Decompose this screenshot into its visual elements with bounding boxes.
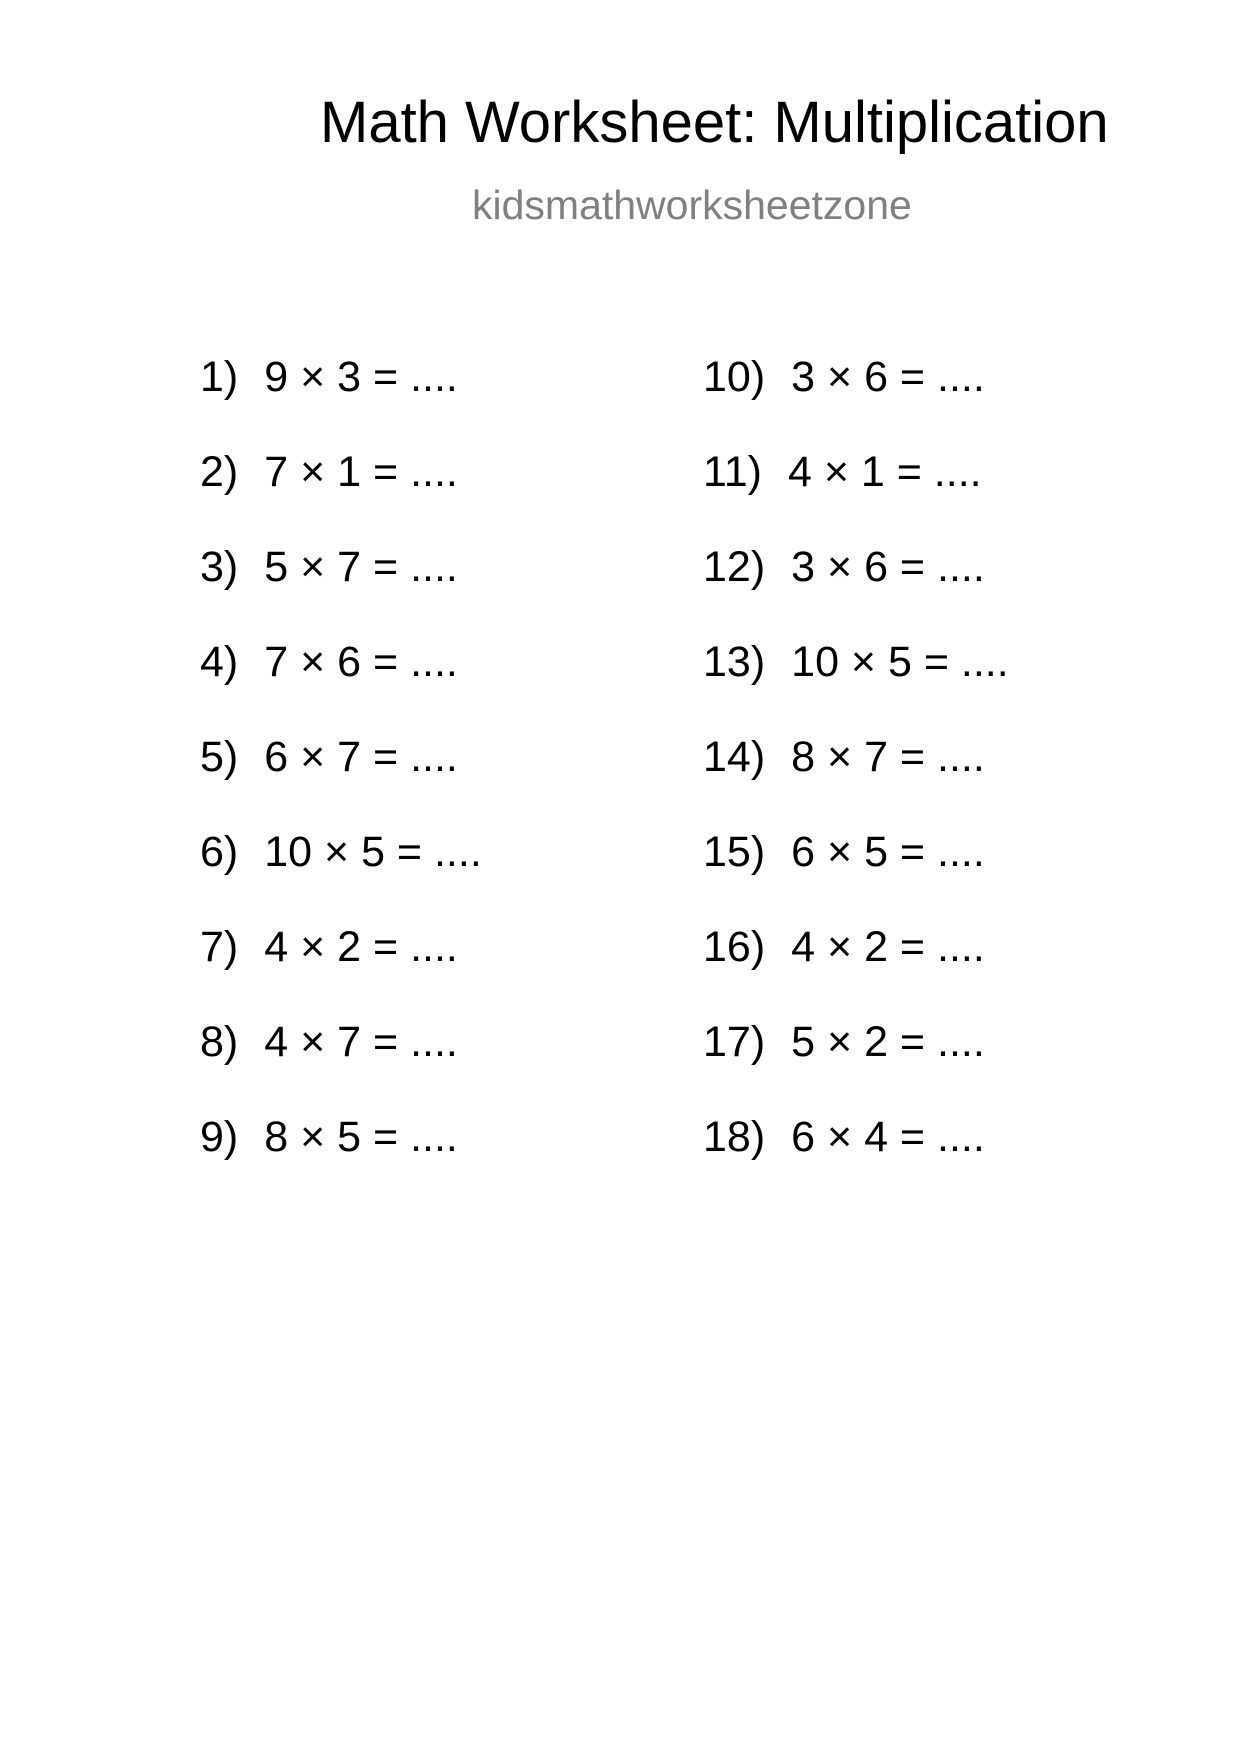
problem-item — [200, 732, 482, 827]
problem-item — [703, 1017, 1009, 1112]
problem-expression: 8 × 5 = .... — [264, 1113, 458, 1161]
problem-number: 6) — [200, 828, 239, 876]
worksheet-title: Math Worksheet: Multiplication — [320, 90, 1109, 155]
problem-item — [200, 542, 482, 637]
problem-number: 13) — [703, 638, 766, 686]
problem-number: 1) — [200, 353, 239, 401]
problem-number: 15) — [703, 828, 766, 876]
problem-expression: 10 × 5 = .... — [264, 828, 482, 876]
problem-expression: 10 × 5 = .... — [791, 638, 1009, 686]
problem-number: 16) — [703, 923, 766, 971]
problem-expression: 4 × 2 = .... — [264, 923, 458, 971]
problem-expression: 4 × 7 = .... — [264, 1018, 458, 1066]
problem-item — [200, 637, 482, 732]
problem-expression: 3 × 6 = .... — [791, 353, 985, 401]
problem-item — [703, 447, 1009, 542]
problem-item — [703, 827, 1009, 922]
problem-expression: 6 × 5 = .... — [791, 828, 985, 876]
problem-number: 11) — [703, 448, 762, 496]
problem-item — [703, 352, 1009, 447]
problem-item — [200, 827, 482, 922]
problem-expression: 6 × 4 = .... — [791, 1113, 985, 1161]
worksheet-subtitle: kidsmathworksheetzone — [472, 182, 912, 228]
problem-expression: 4 × 2 = .... — [791, 923, 985, 971]
problem-expression: 5 × 2 = .... — [791, 1018, 985, 1066]
problem-expression: 7 × 1 = .... — [264, 448, 458, 496]
problem-number: 2) — [200, 448, 239, 496]
problem-column-left — [200, 352, 482, 1207]
problem-number: 4) — [200, 638, 239, 686]
problem-item — [200, 1017, 482, 1112]
problem-item — [703, 922, 1009, 1017]
problem-expression: 4 × 1 = .... — [787, 448, 982, 496]
problem-number: 9) — [200, 1113, 239, 1161]
problem-expression: 6 × 7 = .... — [264, 733, 458, 781]
problem-number: 18) — [703, 1113, 766, 1161]
problem-number: 17) — [703, 1018, 766, 1066]
problem-number: 14) — [703, 733, 766, 781]
problem-expression: 5 × 7 = .... — [264, 543, 458, 591]
problem-number: 10) — [703, 353, 766, 401]
problem-item — [703, 1112, 1009, 1207]
problem-number: 8) — [200, 1018, 239, 1066]
problem-item — [200, 447, 482, 542]
problem-number: 5) — [200, 733, 239, 781]
problem-item — [200, 352, 482, 447]
problem-item — [703, 732, 1009, 827]
problem-number: 3) — [200, 543, 239, 591]
problem-expression: 8 × 7 = .... — [791, 733, 985, 781]
problem-number: 7) — [200, 923, 239, 971]
problem-expression: 7 × 6 = .... — [264, 638, 458, 686]
problem-item — [703, 637, 1009, 732]
problem-number: 12) — [703, 543, 766, 591]
problem-expression: 9 × 3 = .... — [264, 353, 458, 401]
problem-item — [200, 1112, 482, 1207]
problem-item — [200, 922, 482, 1017]
problem-expression: 3 × 6 = .... — [791, 543, 985, 591]
problem-column-right — [703, 352, 1009, 1207]
problem-item — [703, 542, 1009, 637]
